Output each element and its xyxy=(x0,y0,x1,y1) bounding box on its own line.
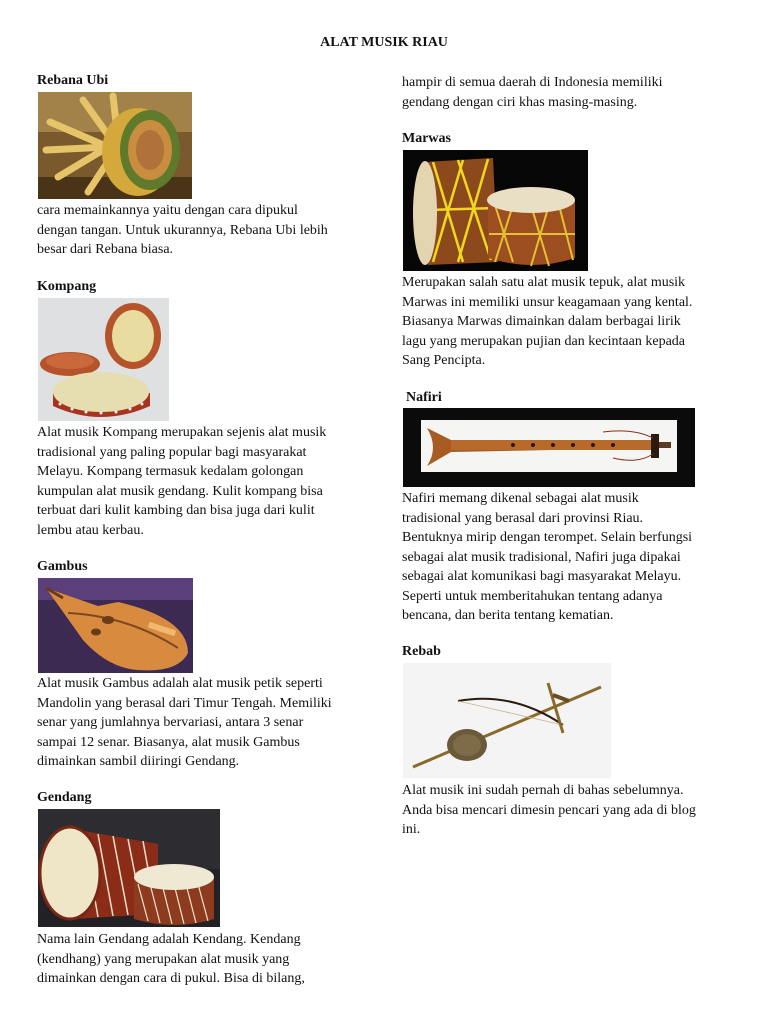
nafiri-photo xyxy=(403,408,695,487)
gambus-photo xyxy=(38,578,193,673)
kompang-photo xyxy=(38,298,169,421)
gendang-heading: Gendang xyxy=(37,790,92,805)
gambus-heading: Gambus xyxy=(37,559,88,574)
rebab-photo xyxy=(403,663,611,778)
marwas-heading: Marwas xyxy=(402,131,451,146)
rebana-ubi-heading: Rebana Ubi xyxy=(37,73,109,88)
marwas-photo xyxy=(403,150,588,271)
rebana-ubi-photo xyxy=(38,92,192,199)
gendang-photo xyxy=(38,809,220,927)
rebab-heading: Rebab xyxy=(402,644,441,659)
kompang-heading: Kompang xyxy=(37,279,97,294)
nafiri-heading: Nafiri xyxy=(406,390,442,405)
document-title: ALAT MUSIK RIAU xyxy=(320,35,448,50)
